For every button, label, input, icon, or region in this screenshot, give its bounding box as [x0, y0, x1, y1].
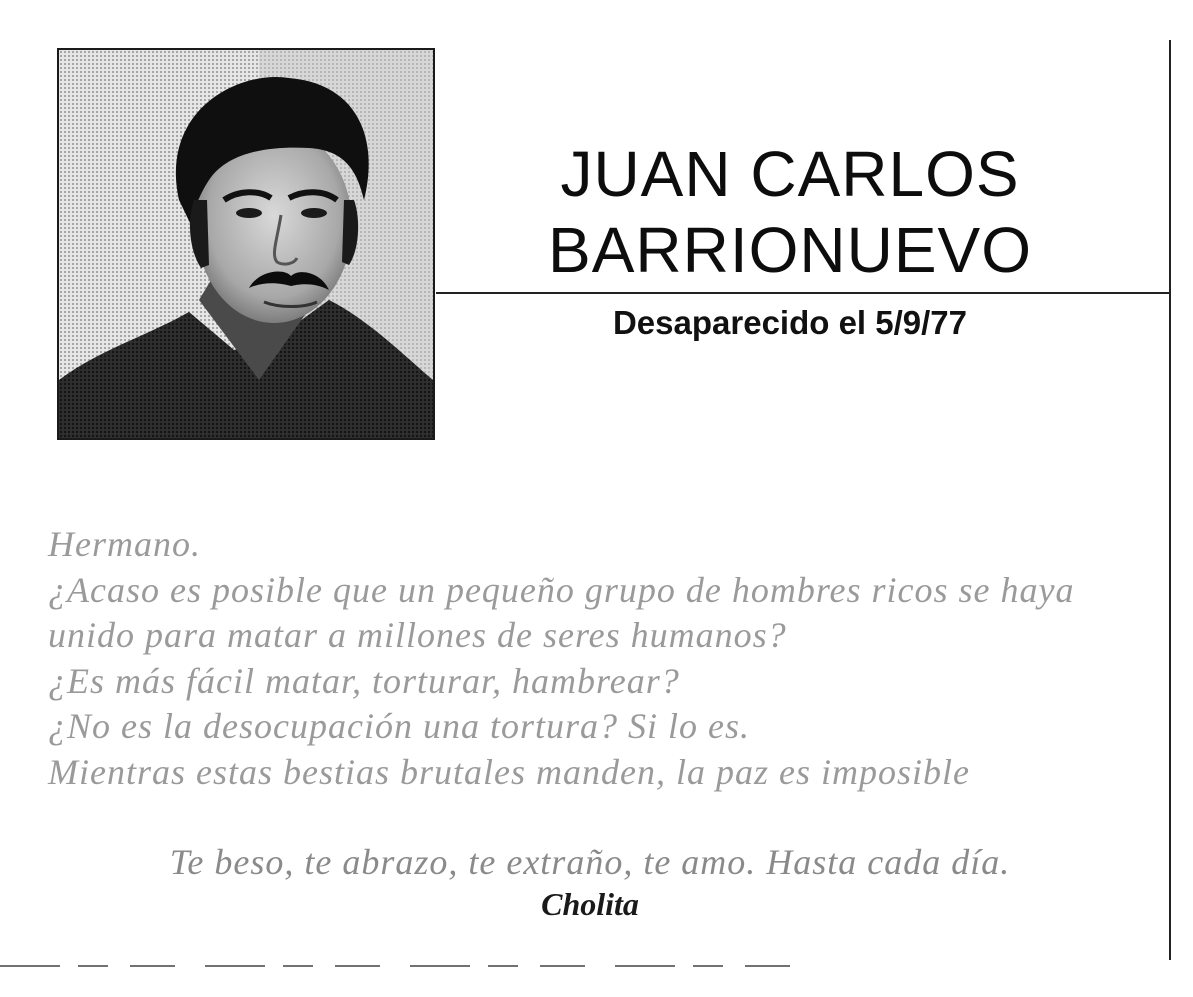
letter-line: Mientras estas bestias brutales manden, la paz es imposible — [48, 751, 970, 792]
person-name — [470, 136, 1110, 288]
letter-line: Hermano. — [48, 524, 201, 564]
letter-closing: Te beso, te abrazo, te extraño, te amo. Hasta cada día. — [169, 842, 1011, 882]
portrait-photo — [57, 48, 435, 440]
name-line-last: BARRIONUEVO — [548, 214, 1032, 286]
signature: Cholita — [541, 886, 639, 922]
letter-line: ¿No es la desocupación una tortura? Si lo es. — [48, 706, 750, 746]
letter-line: ¿Acaso es posible que un pequeño grupo de hombres ricos se haya — [48, 569, 1075, 610]
bottom-dashed-rule — [0, 964, 900, 968]
letter-line: ¿Es más fácil matar, torturar, hambrear? — [48, 660, 680, 701]
disappearance-date: Desaparecido el 5/9/77 — [612, 304, 968, 341]
letter-line: unido para matar a millones de seres humanos? — [48, 615, 787, 655]
letter-body — [48, 522, 1148, 795]
right-border-rule — [1169, 40, 1171, 960]
header-divider-rule — [436, 292, 1171, 294]
name-line-first: JUAN CARLOS — [560, 138, 1020, 210]
